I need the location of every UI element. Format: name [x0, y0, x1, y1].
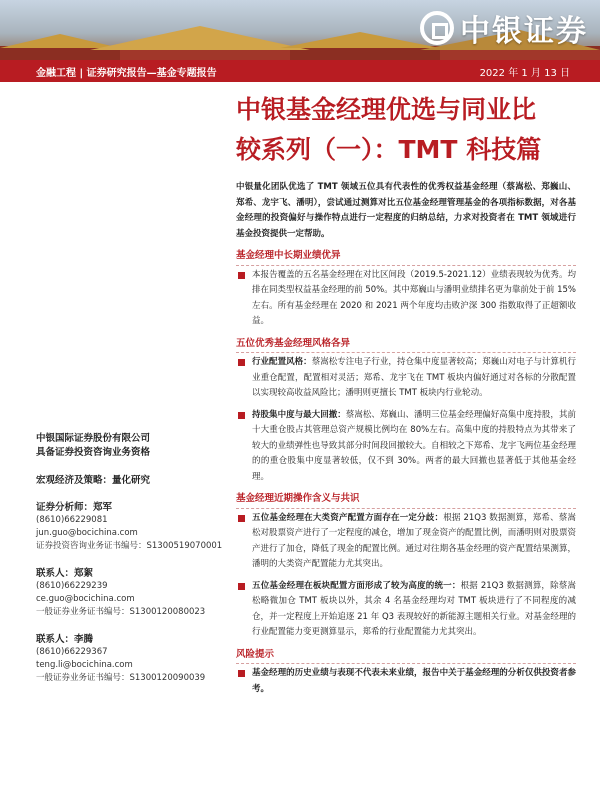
- bullet-icon: [238, 359, 245, 366]
- report-category: 金融工程 | 证券研究报告—基金专题报告: [36, 67, 217, 79]
- analyst-role: 证券分析师：郑军: [36, 502, 113, 513]
- bullet-icon: [238, 583, 245, 590]
- analyst-email[interactable]: teng.li@bocichina.com: [36, 660, 133, 670]
- item-text: 本报告覆盖的五名基金经理在对比区间段（2019.5-2021.12）业绩表现较为优秀。均排在同类型权益基金经理的前 50%。其中郑巍山与潘明业绩排名更为靠前处于前 15%左右。所有基金经理在 2020 和 2021 两个年度均击败沪深 300 指数取得了正超额收益。: [252, 269, 576, 326]
- report-summary: [236, 180, 576, 703]
- company-name: 中银国际证券股份有限公司: [36, 433, 151, 444]
- bullet-icon: [238, 412, 245, 419]
- list-item: [236, 268, 576, 330]
- section-heading: 基金经理近期操作含义与共识: [236, 491, 576, 509]
- report-category-bar: [0, 60, 600, 82]
- analyst-phone: (8610)66229081: [36, 515, 108, 525]
- analyst-email[interactable]: jun.guo@bocichina.com: [36, 528, 138, 538]
- report-title: [236, 90, 586, 170]
- item-text: 根据 21Q3 数据测算，除蔡嵩松略微加仓 TMT 板块以外，其余 4 名基金经理均对 TMT 板块进行了不同程度的减仓，并一定程度上开始追逐 21 年 Q3 表现较好的新能源主题相关行业。对基金经理的行业配置能力变更测算显示，郑希的行业配置能力尤其突出。: [252, 580, 576, 637]
- item-lead: 基金经理的历史业绩与表现不代表未来业绩，报告中关于基金经理的分析仅供投资者参考。: [252, 668, 576, 694]
- strategy-label: 宏观经济及策略：量化研究: [36, 475, 151, 486]
- item-lead: 五位基金经理在大类资产配置方面存在一定分歧：: [252, 512, 444, 523]
- analyst-card: [36, 567, 226, 619]
- company-qualification: 具备证券投资咨询业务资格: [36, 447, 151, 458]
- title-line-1: 中银基金经理优选与同业比: [236, 95, 537, 124]
- item-lead: 持股集中度与最大回撤：: [252, 409, 346, 420]
- analyst-phone: (8610)66229367: [36, 647, 108, 657]
- analyst-role: 联系人：李腾: [36, 634, 94, 645]
- list-item: [236, 666, 576, 697]
- analyst-cert: 一般证券业务证书编号：S1300120080023: [36, 607, 206, 617]
- brand: [420, 6, 588, 50]
- bullet-icon: [238, 670, 245, 677]
- item-text: 根据 21Q3 数据测算，郑希、蔡嵩松对股票资产进行了一定程度的减仓，增加了现金资产的配置比例，而潘明则对股票资产进行了加仓，降低了现金的配置比例。通过对往期各基金经理的资产配置结果测算，潘明的大类资产配置能力尤其突出。: [252, 512, 576, 569]
- title-line-2: 较系列（一）：TMT 科技篇: [236, 135, 542, 164]
- analyst-cert: 证券投资咨询业务证书编号：S1300519070001: [36, 541, 223, 551]
- section-heading: 风险提示: [236, 647, 576, 665]
- list-item: [236, 511, 576, 573]
- list-item: [236, 408, 576, 486]
- section-heading: 五位优秀基金经理风格各异: [236, 336, 576, 354]
- list-item: [236, 579, 576, 641]
- report-date: 2022 年 1 月 13 日: [479, 67, 570, 79]
- item-text: 蔡嵩松专注电子行业，持仓集中度显著较高；郑巍山对电子与计算机行业重仓配置，配置相对灵活；郑希、龙宇飞在 TMT 板块内偏好通过对各标的分散配置以实现较高收益风险比；潘明则更擅长 TMT 板块内行业轮动。: [252, 357, 576, 398]
- analyst-phone: (8610)66229239: [36, 581, 108, 591]
- analyst-role: 联系人：郑絮: [36, 568, 94, 579]
- analyst-sidebar: [36, 432, 226, 685]
- item-text: 蔡嵩松、郑巍山、潘明三位基金经理偏好高集中度持股，其前十大重仓股占其管理总资产规模比例均在 80%左右。高集中度的持股特点为其带来了较大的业绩弹性也导致其部分时间段回撤较大。自相较之下郑希、龙宇飞两位基金经理的的重仓股集中度显著较低，仅不到 30%。两者的最大回撤也显著低于其他基金经理。: [252, 409, 576, 482]
- section-heading: 基金经理中长期业绩优异: [236, 248, 576, 266]
- boc-logo-icon: [420, 11, 454, 45]
- header-banner: [0, 0, 600, 60]
- analyst-card: [36, 633, 226, 685]
- item-lead: 行业配置风格：: [252, 357, 312, 367]
- item-lead: 五位基金经理在板块配置方面形成了较为高度的统一：: [252, 580, 461, 591]
- brand-name: 中银证券: [460, 14, 588, 49]
- analyst-email[interactable]: ce.guo@bocichina.com: [36, 594, 135, 604]
- intro-paragraph: 中银量化团队优选了 TMT 领域五位具有代表性的优秀权益基金经理（蔡嵩松、郑巍山、郑希、龙宇飞、潘明），尝试通过测算对比五位基金经理管理基金的各项指标数据，对各基金经理的投资偏好与操作特点进行一定程度的归纳总结，力求对投资者在 TMT 领域进行基金投资提供一定帮助。: [236, 182, 576, 239]
- list-item: [236, 355, 576, 402]
- bullet-icon: [238, 515, 245, 522]
- bullet-icon: [238, 272, 245, 279]
- analyst-cert: 一般证券业务证书编号：S1300120090039: [36, 673, 206, 683]
- analyst-card: [36, 501, 226, 553]
